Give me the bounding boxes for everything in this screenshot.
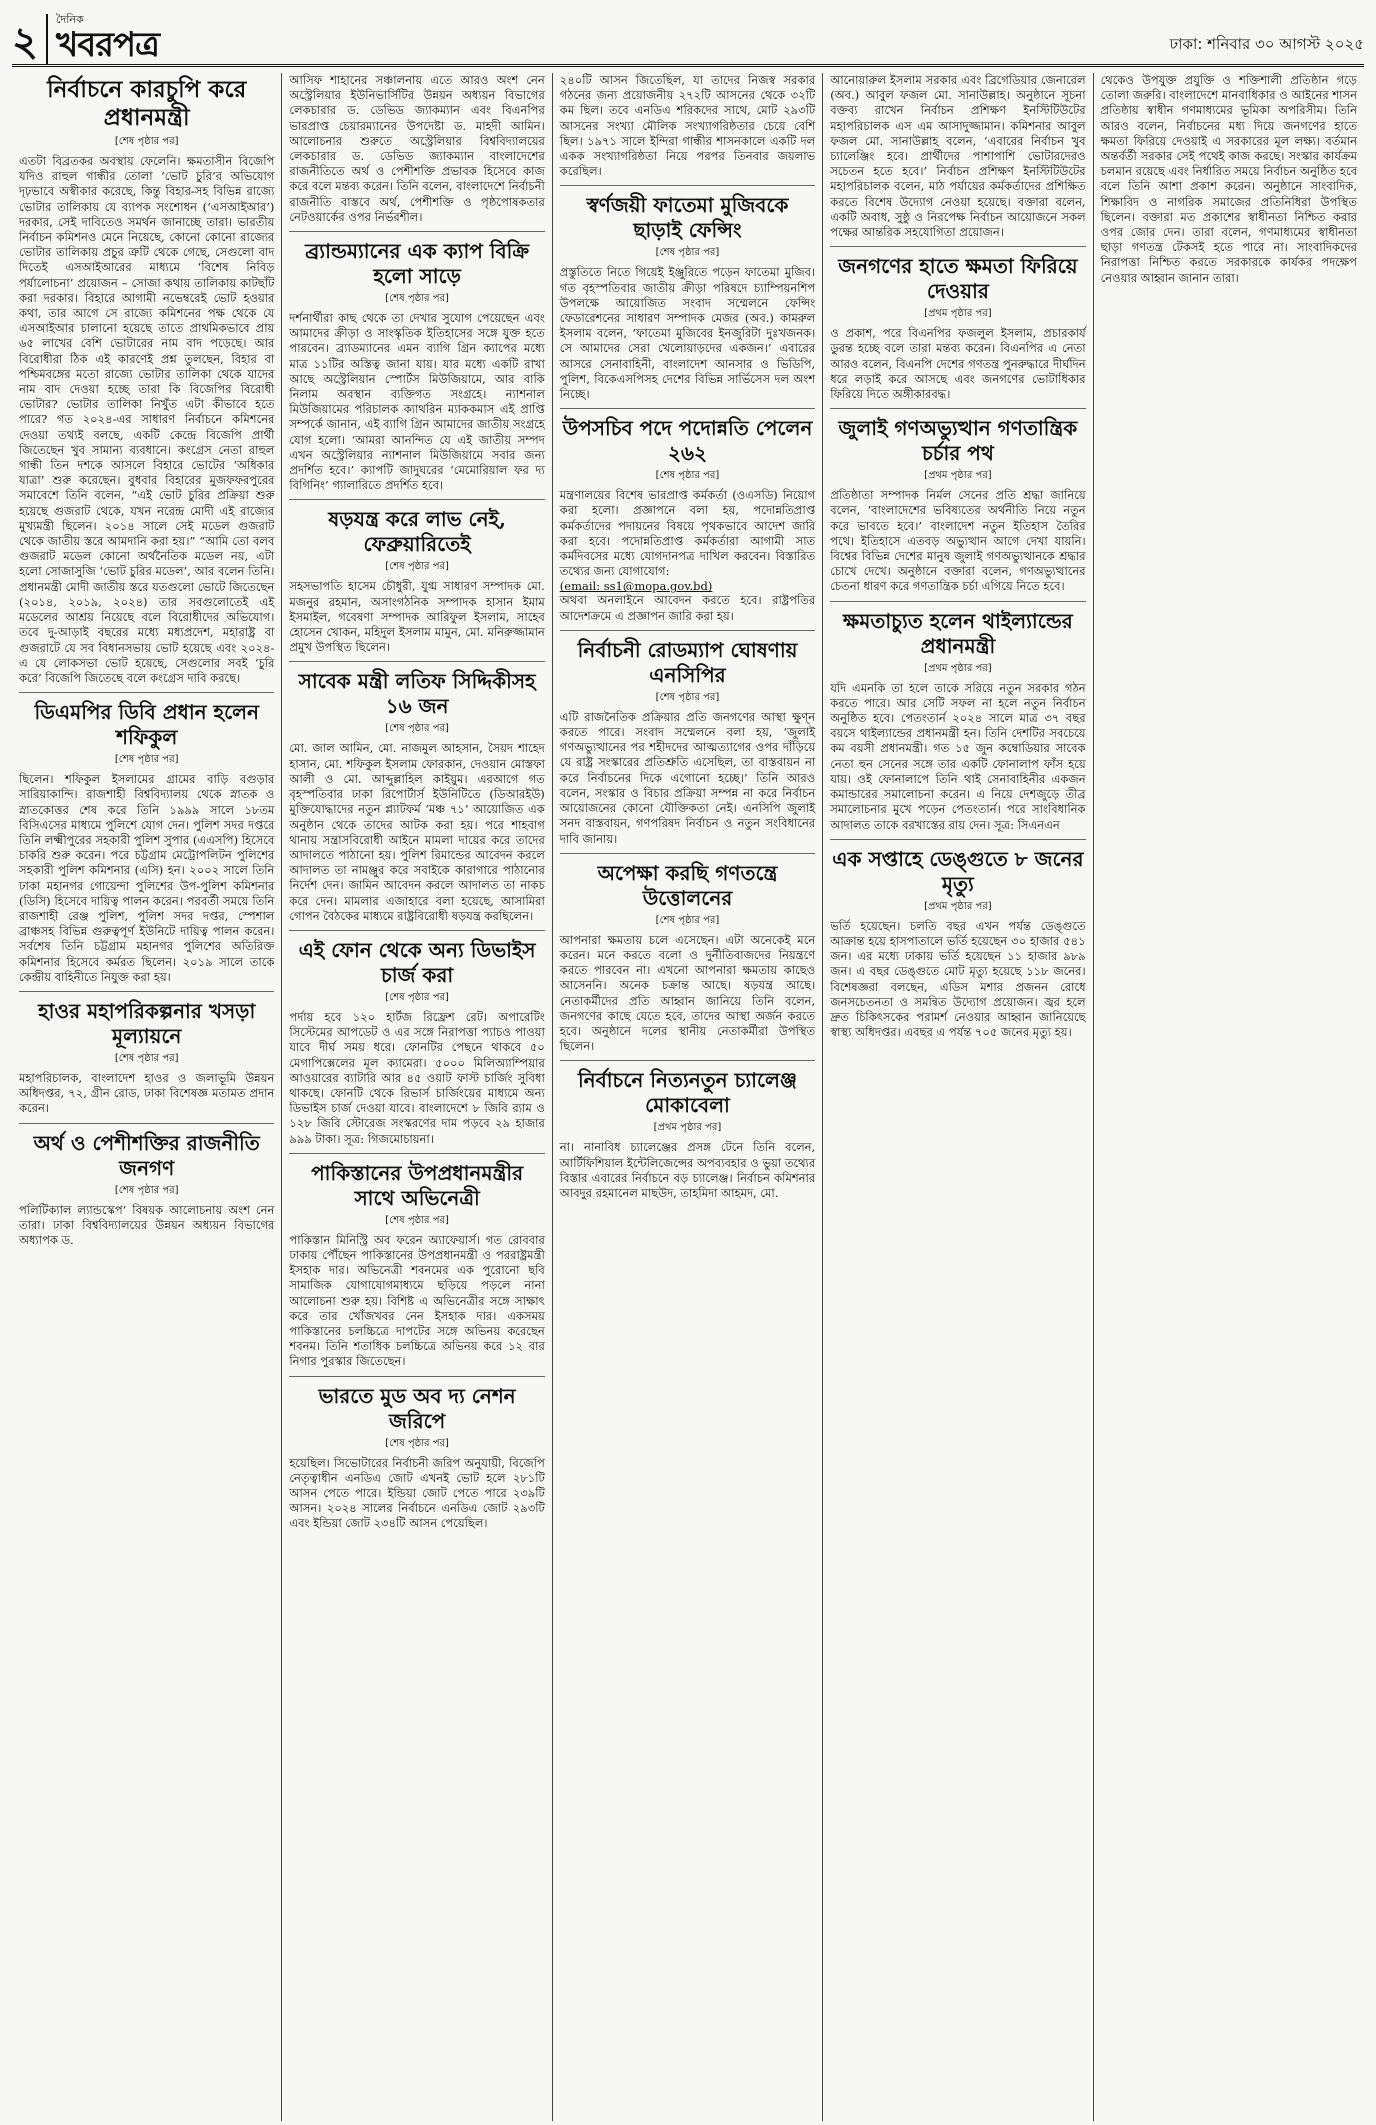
continuation-note: [শেষ পৃষ্ঠার পর] [385, 991, 449, 1003]
continuation-note: [শেষ পৃষ্ঠার পর] [655, 470, 720, 482]
article-body: মো. জাল আমিন, মো. নাজমুল আহসান, সৈয়দ শাহেদ হাসান, মো. শফিকুল ইসলাম ফোরকান, দেওয়ান মোস্তফা আলী ও মো. আব্দুল্লাহিল কাইয়ুম। এরআগে গত বৃহস্পতিবার ঢাকা রিপোর্টার্স ইউনিটিতে (ডিআরইউ) মুক্তিযোদ্ধাদের নতুন প্ল্যাটফর্ম ‘মঞ্চ ৭১’ আয়োজিত এক অনুষ্ঠান থেকে তাদের আটক করা হয়। পরে শাহবাগ থানায় সন্ত্রাসবিরোধী আইনে মামলা দায়ের করে তাদের আদালতে পাঠানো হয়। পুলিশ রিমান্ডের আবেদন করলে আদালত তা নামঞ্জুর করে সবাইকে কারাগারে পাঠানোর নির্দেশ দেন। জামিন আবেদন করলে আদালত তা নাকচ করে দেন। মামলার এজাহারে বলা হয়েছে, আসামিরা গোপন বৈঠকের মাধ্যমে রাষ্ট্রবিরোধী ষড়যন্ত্র করছিলেন। [289, 741, 545, 923]
news-column [282, 73, 552, 2121]
article-body: যদি এমনকি তা হলে তাকে সরিয়ে নতুন সরকার গঠন করতে পারে। আর সেটি সফল না হলে নতুন নির্বাচন অনুষ্ঠিত হবে। পেতংতার্ন ২০২৪ সালে মাত্র ৩৭ বছর বয়সে থাইল্যান্ডের প্রধানমন্ত্রী হন। তিনি দেশটির সবচেয়ে কম বয়সী প্রধানমন্ত্রী। গত ১৫ জুন কম্বোডিয়ার সাবেক নেতা হুন সেনের সঙ্গে তার একটি ফোনালাপ ফাঁস হয়ে যায়। ওই ফোনালাপে তিনি থাই সেনাবাহিনীর একজন কমান্ডারের সমালোচনা করেন। এ নিয়ে দেশজুড়ে তীব্র সমালোচনার মুখে পড়েন পেতংতার্ন। পরে সাংবিধানিক আদালত তাকে বরখাস্তের রায় দেন। সূত্র: সিএনএন [830, 680, 1086, 832]
news-article [289, 1158, 544, 1377]
article-body: আনোয়ারুল ইসলাম সরকার এবং ব্রিগেডিয়ার জেনারেল (অব.) আবুল ফজল মো. সানাউল্লাহ। অনুষ্ঠানে সূচনা বক্তব্য রাখেন নির্বাচন প্রশিক্ষণ ইনস্টিটিউটের মহাপরিচালক এস এম আসাদুজ্জামান। কমিশনার আবুল ফজল মো. সানাউল্লাহ বলেন, ‘এবারের নির্বাচন খুব চ্যালেঞ্জিং হবে। প্রার্থীদের পাশাপাশি ভোটারদেরও সচেতন হতে হবে।’ নির্বাচন প্রশিক্ষণ ইনস্টিটিউটের মহাপরিচালক বলেন, মাঠ পর্যায়ের কর্মকর্তাদের প্রশিক্ষিত করতে বিশেষ উদ্যোগ নেওয়া হয়েছে। বক্তারা বলেন, একটি অবাধ, সুষ্ঠু ও নিরপেক্ষ নির্বাচন আয়োজনে সকল পক্ষের আন্তরিক সহযোগিতা প্রয়োজন। [830, 73, 1086, 240]
article-body: পাকিস্তান মিনিস্ট্রি অব ফরেন অ্যাফেয়ার্স। গত রোববার ঢাকায় পৌঁছেন পাকিস্তানের উপপ্রধানমন্ত্রী ও পররাষ্ট্রমন্ত্রী ইসহাক দার। অভিনেত্রী শবনমের এক পুরোনো ছবি সামাজিক যোগাযোগমাধ্যমে ছড়িয়ে পড়লে নানা আলোচনা শুরু হয়। বিশিষ্ট এ অভিনেত্রীর সঙ্গে সাক্ষাৎ করে তার খোঁজখবর নেন ইসহাক দার। একসময় পাকিস্তানের চলচ্চিত্রে দাপটের সঙ্গে অভিনয় করেছেন শবনম। তিনি শতাধিক চলচ্চিত্রে অভিনয় করে ১২ বার নিগার পুরস্কার জিতেছেন। [289, 1232, 545, 1369]
article-body: ও প্রকাশ, পরে বিএনপির ফজলুল ইসলাম, প্রচারকার্য ডুরন্ত হচ্ছে বলে তারা মন্তব্য করেন। বিএনপির এ নেতা আরও বলেন, বিএনপি দেশের গণতন্ত্র পুনরুদ্ধারে দীর্ঘদিন ধরে লড়াই করে আসছে এবং জনগণের ভোটাধিকার ফিরিয়ে দিতে অঙ্গীকারবদ্ধ। [830, 326, 1086, 402]
news-article [560, 190, 815, 409]
continuation-note: [শেষ পৃষ্ঠার পর] [114, 754, 179, 766]
continuation-note: [শেষ পৃষ্ঠার পর] [114, 1052, 179, 1064]
continuation-note: [শেষ পৃষ্ঠার পর] [385, 723, 449, 735]
continuation-note: [শেষ পৃষ্ঠার পর] [385, 561, 449, 573]
article-body: এটি রাজনৈতিক প্রক্রিয়ার প্রতি জনগণের আস্থা ক্ষুণ্ন করতে পারে। সংবাদ সম্মেলনে বলা হয়, ‘জুলাই গণঅভ্যুত্থানের পর শহীদদের আত্মত্যাগের ওপর দাঁড়িয়ে যে রাষ্ট্র সংস্কারের প্রতিশ্রুতি এসেছিল, তা বাস্তবায়ন না করে নির্বাচনের দিকে এগোনো হচ্ছে।’ তিনি আরও বলেন, সংস্কার ও বিচার প্রক্রিয়া সম্পন্ন না করে নির্বাচন আয়োজনের কোনো যৌক্তিকতা নেই। এনসিপি জুলাই সনদ বাস্তবায়ন, গণপরিষদ নির্বাচন ও নতুন সংবিধানের দাবি জানায়। [559, 709, 816, 846]
article-headline: ব্র্যান্ডম্যানের এক ক্যাপ বিক্রি হলো সাড়ে [305, 239, 530, 289]
article-headline: উপসচিব পদে পদোন্নতি পেলেন ২৬২ [562, 416, 813, 466]
news-column [12, 73, 282, 2121]
continuation-note: [শেষ পৃষ্ঠার পর] [655, 691, 720, 703]
article-headline: ভারতে মুড অব দ্য নেশন জরিপে [318, 1383, 516, 1433]
brand-block [46, 14, 159, 64]
article-body: মন্ত্রণালয়ের বিশেষ ভারপ্রাপ্ত কর্মকর্তা (ওএসডি) নিয়োগ করা হলো। প্রজ্ঞাপনে বলা হয়, পদোন্নতিপ্রাপ্ত কর্মকর্তাদের পদায়নের বিষয়ে পৃথকভাবে আদেশ জারি করা হবে। পদোন্নতিপ্রাপ্ত কর্মকর্তারা আগামী সাত কর্মদিবসের মধ্যে যোগদানপত্র দাখিল করবেন। বিস্তারিত তথ্যের জন্য যোগাযোগ: [559, 488, 816, 579]
masthead-left [12, 14, 159, 64]
news-article [289, 236, 544, 500]
news-article [830, 413, 1085, 601]
article-body: প্রস্তুতিতে নিতে গিয়েই ইঞ্জুরিতে পড়েন ফাতেমা মুজিব। গত বৃহস্পতিবার জাতীয় ক্রীড়া পরিষদে চ্যাম্পিয়নশিপ উপলক্ষে আয়োজিত সংবাদ সম্মেলনে ফেন্সিং ফেডারেশনের সাধারণ সম্পাদক মেজর (অব.) কামরুল ইসলাম বলেন, ‘ফাতেমা মুজিবের ইনজুরিটা দুঃখজনক। সে আমাদের সেরা খেলোয়াড়দের একজন।’ এবারের আসরে সেনাবাহিনী, বাংলাদেশ আনসার ও ভিডিপি, পুলিশ, বিকেএসপিসহ দেশের বিভিন্ন সার্ভিসেস দল অংশ নিচ্ছে। [559, 265, 816, 402]
continuation-note: [প্রথম পৃষ্ঠার পর] [924, 662, 992, 674]
continuation-note: [শেষ পৃষ্ঠার পর] [655, 914, 720, 926]
news-column [823, 73, 1093, 2121]
article-body: ভর্তি হয়েছেন। চলতি বছর এখন পর্যন্ত ডেঙ্গুতে আক্রান্ত হয়ে হাসপাতালে ভর্তি হয়েছেন ৩০ হাজার ৫৪১ জন। এর মধ্যে ঢাকায় ভর্তি হয়েছেন ১১ হাজার ৯৮৯ জন। এ বছর ডেঙ্গুতে মোট মৃত্যু হয়েছে ১১৮ জনের। বিশেষজ্ঞরা বলছেন, এডিস মশার প্রজনন রোধে জনসচেতনতা ও সমন্বিত উদ্যোগ প্রয়োজন। জ্বর হলে দ্রুত চিকিৎসকের পরামর্শ নেওয়ার আহ্বান জানিয়েছে স্বাস্থ্য অধিদপ্তর। এবছর এ পর্যন্ত ৭০৫ জনের মৃত্যু হয়। [830, 918, 1086, 1040]
news-article [830, 73, 1085, 247]
continuation-note: [শেষ পৃষ্ঠার পর] [655, 247, 720, 259]
article-body: এতটা বিব্রতকর অবস্থায় ফেলেনি। ক্ষমতাসীন বিজেপি যদিও রাহুল গান্ধীর তোলা ‘ভোট চুরি’র অভিযোগ দৃঢ়ভাবে অস্বীকার করেছে, কিন্তু বিহার-সহ বিভিন্ন রাজ্যে ভোটার তালিকায় যে ব্যাপক সংশোধন (‘এসআইআর’) দরকার, সেই দাবিতেও সমর্থন জানাচ্ছে তারা। ভারতীয় নির্বাচন কমিশনও মেনে নিয়েছে, কোনো কোনো রাজ্যের ভোটার তালিকায় প্রচুর ত্রুটি থেকে গেছে, সেগুলো বাদ দিতেই এসআইআরের মাধ্যমে ‘বিশেষ নিবিড় পর্যালোচনা’ প্রয়োজন – সোজা কথায় তালিকায় কাটছাঁট করা দরকার। বিহারে আগামী নভেম্বরেই ভোট হওয়ার কথা, তার আগে সে রাজ্যে কমিশনের পক্ষ থেকে যে এসআইআর চালানো হয়েছে তাতে প্রাথমিকভাবে প্রায় ৬৫ লাখের বেশি ভোটারের নাম বাদ পড়েছে। আর বিরোধীরা ঠিক এই কারণেই প্রশ্ন তুলছেন, বিহার বা পশ্চিমবঙ্গের মতো রাজ্যে ভোটার তালিকা থেকে যাদের নাম বাদ দেওয়া হচ্ছে তারা কি বিজেপির বিরোধী ভোটার? ভোটার তালিকা নিখুঁত এটা কীভাবে হতে পারে? গত ২০২৪-এর সাধারণ নির্বাচনে কমিশনের দেওয়া তথ্যই বলছে, একটি কেন্দ্রে বিজেপি প্রার্থী জিতেছেন খুব সামান্য ব্যবধানে। কংগ্রেস নেতা রাহুল গান্ধী তিন দশকে আসলে বিহারে ভোটের ‘অধিকার যাত্রা’ শুরু করেছেন। বুধবার বিহারের মুজফফরপুরের সমাবেশে তিনি বলেন, “এই ভোট চুরির প্রক্রিয়া শুরু হয়েছে গুজরাট থেকে, যখন নরেন্দ্র মোদী এই রাজ্যের মুখ্যমন্ত্রী ছিলেন। ২০১৪ সালে সেই মডেল গুজরাট থেকে জাতীয় স্তরে আমদানি করা হয়।” “আমি তো বলব গুজরাট মডেল কোনো অর্থনৈতিক মডেল নয়, এটা হলো সোজাসুজি ‘ভোট চুরির মডেল’, আর বলেন তিনি। প্রধানমন্ত্রী মোদী জাতীয় স্তরে যতগুলো ভোটে জিতেছেন (২০১৪, ২০১৯, ২০২৪) তার সবগুলোতেই এই মডেলের আশ্রয় নিয়েছে বলে বিরোধীদের অভিযোগ। তবে দু-আড়াই বছরের মধ্যে মধ্যপ্রদেশ, মহারাষ্ট্র বা গুজরাটে যে সব বিধানসভায় ভোট হয়েছে এবং ২০২৪-এ যে লোকসভা ভোট হয়েছে, সেগুলোর সবই ‘চুরি করে’ বিজেপি জিতেছে বলে কংগ্রেস দাবি করছে। [19, 154, 275, 685]
news-article [289, 666, 544, 930]
page-number: ২ [12, 18, 39, 65]
news-article [289, 73, 544, 232]
article-headline: এই ফোন থেকে অন্য ডিভাইস চার্জ করা [298, 937, 536, 987]
news-article [830, 844, 1085, 1047]
continuation-note: [শেষ পৃষ্ঠার পর] [385, 1437, 449, 1449]
article-headline: ক্ষমতাচ্যুত হলেন থাইল্যান্ডের প্রধানমন্ত্রী [843, 608, 1073, 658]
masthead [12, 8, 1364, 67]
article-headline: স্বর্ণজয়ী ফাতেমা মুজিবকে ছাড়াই ফেন্সিং [586, 193, 789, 243]
news-article [560, 73, 815, 186]
article-headline: জুলাই গণঅভ্যুত্থান গণতান্ত্রিক চর্চার পথ [838, 416, 1078, 466]
article-body: সহসভাপতি হাসেম চৌধুরী, যুগ্ম সাধারণ সম্পাদক মো. মজনুর রহমান, অসাংগঠনিক সম্পাদক হাসান ইমাম ইসমাইল, গবেষণা সম্পাদক আরিফুল ইসলাম, সাহেব হোসেন খোকন, মহিদুল ইসলাম মামুন, মো. মনিরুজ্জামান প্রমুখ উপস্থিত ছিলেন। [289, 579, 545, 655]
paper-small-label: দৈনিক [56, 13, 84, 26]
news-article [560, 858, 815, 1062]
news-article [19, 697, 274, 992]
continuation-note: [প্রথম পৃষ্ঠার পর] [653, 1122, 722, 1134]
news-article [1101, 73, 1357, 292]
article-body: ছিলেন। শফিকুল ইসলামের গ্রামের বাড়ি বগুড়ার সারিয়াকান্দি। রাজশাহী বিশ্ববিদ্যালয় থেকে স্নাতক ও স্নাতকোত্তর শেষ করে তিনি ১৯৯৯ সালে ১৮তম বিসিএসের মাধ্যমে পুলিশে যোগ দেন। পুলিশ সদর দপ্তরে তিনি লক্ষ্মীপুরের সহকারী পুলিশ সুপার (এএসপি) হিসেবে চাকরি শুরু করেন। পরে চট্টগ্রাম মেট্রোপলিটন পুলিশের সহকারী পুলিশ কমিশনার (এসি) হন। ২০০২ সালে তিনি ঢাকা মহানগর গোয়েন্দা পুলিশের উপ-পুলিশ কমিশনার (ডিসি) হিসেবে দায়িত্ব পালন করেন। পরবর্তী সময়ে তিনি রাজশাহী রেঞ্জ পুলিশ, পুলিশ সদর দপ্তর, স্পেশাল ব্রাঞ্চসহ বিভিন্ন গুরুত্বপূর্ণ ইউনিটে দায়িত্ব পালন করেন। সর্বশেষ তিনি চট্টগ্রাম মহানগর পুলিশের অতিরিক্ত কমিশনার হিসেবে কর্মরত ছিলেন। ২০১৯ সালে তাকে কেন্দ্রীয় বাহিনীতে নিযুক্ত করা হয়। [19, 772, 275, 984]
continuation-note: [শেষ পৃষ্ঠার পর] [114, 1184, 179, 1196]
article-body: প্রতিষ্ঠাতা সম্পাদক নির্মল সেনের প্রতি শ্রদ্ধা জানিয়ে বলেন, ‘বাংলাদেশের ভবিষ্যতের অর্থনীতি নিয়ে নতুন করে ভাবতে হবে।’ বাংলাদেশ নতুন ইতিহাস তৈরির পথে। ইতিহাসে এতবড় অভ্যুত্থান আগে দেখা যায়নি। বিশ্বের বিভিন্ন দেশের মানুষ জুলাই গণঅভ্যুত্থানকে শ্রদ্ধার চোখে দেখে। অনুষ্ঠানে বক্তারা বলেন, গণঅভ্যুত্থানের চেতনা ধারণ করে গণতান্ত্রিক চর্চা এগিয়ে নিতে হবে। [830, 488, 1086, 594]
article-body: পর্দায় হবে ১২০ হার্টজ রিফ্রেশ রেট। অপারেটিং সিস্টেমের আপডেট ও এর সঙ্গে নিরাপত্তা প্যাচও পাওয়া যাবে দীর্ঘ সময় ধরে। ফোনটির পেছনে থাকবে ৫০ মেগাপিক্সেলের মূল ক্যামেরা। ৫০০০ মিলিঅ্যাম্পিয়ার আওয়ারের ব্যাটারি আর ৪৫ ওয়াট ফাস্ট চার্জিং সুবিধা থাকছে। ফোনটি থেকে রিভার্স চার্জিংয়ের মাধ্যমে অন্য ডিভাইস চার্জ দেওয়া যাবে। বাংলাদেশে ৮ জিবি র‍্যাম ও ১২৮ জিবি স্টোরেজ সংস্করণের দাম পড়বে ২৯ হাজার ৯৯৯ টাকা। সূত্র: গিজমোচায়না। [289, 1009, 545, 1146]
article-headline: অপেক্ষা করছি গণতন্ত্রে উত্তোলনের [597, 860, 778, 910]
article-headline: ডিএমপির ডিবি প্রধান হলেন শফিকুল [34, 700, 259, 750]
news-article [560, 413, 815, 631]
article-headline: নির্বাচনে কারচুপি করে প্রধানমন্ত্রী [47, 76, 247, 131]
news-article [289, 504, 544, 662]
news-article [830, 251, 1085, 409]
article-headline: সাবেক মন্ত্রী লতিফ সিদ্দিকীসহ ১৬ জন [298, 669, 536, 719]
dateline: ঢাকা: শনিবার ৩০ আগস্ট ২০২৫ [1169, 35, 1364, 53]
article-body: পলিটিক্যাল ল্যান্ডস্কেপ’ বিষয়ক আলোচনায় অংশ নেন তারা। ঢাকা বিশ্ববিদ্যালয়ের উন্নয়ন অধ্যয়ন বিভাগের অধ্যাপক ড. [19, 1202, 275, 1247]
continuation-note: [প্রথম পৃষ্ঠার পর] [924, 470, 992, 482]
news-column [553, 73, 823, 2121]
column-grid [12, 73, 1364, 2121]
article-body: আসিফ শাহানের সঞ্চালনায় এতে আরও অংশ নেন অস্ট্রেলিয়ার ইউনিভার্সিটির উন্নয়ন অধ্যয়ন বিভাগের লেকচারার ড. ডেভিড জ্যাকম্যান এবং বিএনপির ভারপ্রাপ্ত চেয়ারম্যানের উপদেষ্টা ড. মাহদী আমিন। আলোচনার শুরুতে অস্ট্রেলিয়ার বিশ্ববিদ্যালয়ের লেকচারার ড. ডেভিড জ্যাকম্যান বাংলাদেশের রাজনীতিতে অর্থ ও পেশীশক্তি প্রভাবক হিসেবে কাজ করে বলে মন্তব্য করেন। তিনি বলেন, বাংলাদেশে নির্বাচনী রাজনীতি বাস্তবে অর্থ, পেশীশক্তি ও পৃষ্ঠপোষকতার নেটওয়ার্কের ওপর নির্ভরশীল। [289, 73, 545, 224]
continuation-note: [শেষ পৃষ্ঠার পর] [385, 293, 449, 305]
article-headline: জনগণের হাতে ক্ষমতা ফিরিয়ে দেওয়ার [838, 254, 1078, 304]
article-body-continued: অথবা অনলাইনে আবেদন করতে হবে। রাষ্ট্রপতির আদেশক্রমে এ প্রজ্ঞাপন জারি করা হয়। [559, 593, 816, 623]
article-body: মহাপরিচালক, বাংলাদেশ হাওর ও জলাভূমি উন্নয়ন অধিদপ্তর, ৭২, গ্রীন রোড, ঢাকা বিশেষজ্ঞ মতামত প্রদান করেন। [19, 1070, 275, 1116]
article-headline: পাকিস্তানের উপপ্রধানমন্ত্রীর সাথে অভিনেত্রী [311, 1160, 524, 1210]
article-headline: হাওর মহাপরিকল্পনার খসড়া মূল্যায়নে [38, 998, 256, 1048]
news-article [19, 996, 274, 1124]
contact-email-link[interactable]: (email: ss1@mopa.gov.bd) [559, 579, 713, 594]
article-body: না। নানাবিধ চ্যালেঞ্জের প্রসঙ্গ টেনে তিনি বলেন, আর্টিফিশিয়াল ইন্টেলিজেন্সের অপব্যবহার ও ভুয়া তথ্যের বিস্তার এবারের নির্বাচনে বড় চ্যালেঞ্জ। নির্বাচন কমিশনার আবদুর রহমানেল মাছউদ, তাহমিদা আহমদ, মো. [559, 1140, 816, 1200]
article-body: হয়েছিল। সিভোটারের নির্বাচনী জরিপ অনুযায়ী, বিজেপি নেতৃত্বাধীন এনডিএ জোট এখনই ভোট হলে ২৮১টি আসন পেতে পারে। ইন্ডিয়া জোট পেতে পারে ২৩৯টি আসন। ২০২৪ সালের নির্বাচনে এনডিএ জোট ২৯৩টি এবং ইন্ডিয়া জোট ২৩৪টি আসন পেয়েছিল। [289, 1455, 545, 1531]
article-headline: অর্থ ও পেশীশক্তির রাজনীতি জনগণ [33, 1130, 260, 1180]
continuation-note: [প্রথম পৃষ্ঠার পর] [924, 308, 992, 320]
continuation-note: [শেষ পৃষ্ঠার পর] [385, 1214, 449, 1226]
article-body: থেকেও উপযুক্ত প্রযুক্তি ও শক্তিশালী প্রতিষ্ঠান গড়ে তোলা জরুরি। বাংলাদেশে মানবাধিকার ও আইনের শাসন প্রতিষ্ঠায় স্বাধীন গণমাধ্যমের ভূমিকা অপরিসীম। তিনি আরও বলেন, নির্বাচনের মধ্য দিয়ে জনগণের হাতে ক্ষমতা ফিরিয়ে দেওয়াই এ সরকারের মূল লক্ষ্য। বর্তমান অন্তর্বর্তী সরকার সেই পথেই কাজ করছে। সংস্কার কার্যক্রম চলমান রয়েছে এবং নির্ধারিত সময়ে নির্বাচন অনুষ্ঠিত হবে বলে তিনি আশা প্রকাশ করেন। অনুষ্ঠানে সাংবাদিক, শিক্ষাবিদ ও নাগরিক সমাজের প্রতিনিধিরা উপস্থিত ছিলেন। বক্তারা মত প্রকাশের স্বাধীনতা নিশ্চিত করার ওপর জোর দেন। তারা বলেন, গণমাধ্যমের স্বাধীনতা ছাড়া গণতন্ত্র টেকসই হতে পারে না। সাংবাদিকদের নিরাপত্তা নিশ্চিত করতে সরকারকে কার্যকর পদক্ষেপ নেওয়ার আহ্বান জানান তারা। [1100, 73, 1357, 285]
article-headline: নির্বাচনী রোডম্যাপ ঘোষণায় এনসিপির [577, 637, 798, 687]
news-article [289, 1381, 544, 1538]
news-article [830, 606, 1085, 840]
news-article [560, 635, 815, 854]
news-article [289, 935, 544, 1154]
article-headline: ষড়যন্ত্র করে লাভ নেই, ফেব্রুয়ারিতেই [328, 507, 506, 557]
article-body: ২৪০টি আসন জিতেছিল, যা তাদের নিজস্ব সরকার গঠনের জন্য প্রয়োজনীয় ২৭২টি আসনের থেকে ৩২টি কম ছিল। তবে এনডিএ শরিকদের সাথে, মোট ২৯৩টি আসনের সংখ্যা মৌলিক সংখ্যাগরিষ্ঠতার চেয়ে বেশি ছিল। ১৯৭১ সালে ইন্দিরা গান্ধীর শাসনকালে একটি দল একক সংখ্যাগরিষ্ঠতা নিয়ে পরপর তিনবার জয়লাভ করেছিল। [559, 73, 816, 179]
paper-name-logo: খবরপত্র [56, 25, 160, 65]
article-body: আপনারা ক্ষমতায় চলে এসেছেন। এটা অনেকেই মনে করেন। মনে করতে বলো ও দুর্নীতিবাজদের নিয়ন্ত্রণে করতে পারবেন না। এখনো আপনারা ক্ষমতায় কাছেও আসেননি। অনেক চক্রান্ত আছে। ষড়যন্ত্র আছে। নেতাকর্মীদের প্রতি আহ্বান জানিয়ে তিনি বলেন, জনগণের কাছে যেতে হবে, তাদের আস্থা অর্জন করতে হবে। অনুষ্ঠানে দলের স্থানীয় নেতাকর্মীরা উপস্থিত ছিলেন। [559, 932, 816, 1054]
news-article [19, 1128, 274, 1255]
news-column [1094, 73, 1364, 2121]
news-article [19, 73, 274, 693]
continuation-note: [শেষ পৃষ্ঠার পর] [114, 136, 179, 147]
article-body: দর্শনার্থীরা কাছ থেকে তা দেখার সুযোগ পেয়েছেন এবং আমাদের ক্রীড়া ও সাংস্কৃতিক ইতিহাসের সঙ্গে যুক্ত হতে পারবেন। ব্র্যাডম্যানের এমন ব্যাগি গ্রিন ক্যাপের মধ্যে মাত্র ১১টির অস্তিত্ব জানা যায়। যার মধ্যে একটি রাখা আছে অস্ট্রেলিয়ান স্পোর্টস মিউজিয়ামে, আর বাকি নিলাম অবস্থান ব্যক্তিগত সংগ্রহে। ন্যাশনাল মিউজিয়ামের পরিচালক ক্যাথরিন ম্যাককমাস এই প্রাপ্তি সম্পর্কে জানান, এই ব্যাগি গ্রিন আমাদের জাতীয় সংগ্রহে যোগ হলো। ‘আমরা আনন্দিত যে এই জাতীয় সম্পদ এখন অস্ট্রেলিয়ার ন্যাশনাল মিউজিয়ামে সবার জন্য প্রদর্শিত হবে।’ ক্যাপটি জাদুঘরের ‘মেমোরিয়াল ফর দ্য বিগিনিং’ গ্যালারিতে প্রদর্শিত হবে। [289, 311, 545, 493]
news-article [560, 1065, 815, 1207]
article-headline: এক সপ্তাহে ডেঙ্গুতে ৮ জনের মৃত্যু [832, 846, 1084, 896]
article-headline: নির্বাচনে নিত্যনতুন চ্যালেঞ্জ মোকাবেলা [577, 1068, 798, 1118]
continuation-note: [প্রথম পৃষ্ঠার পর] [924, 900, 992, 912]
